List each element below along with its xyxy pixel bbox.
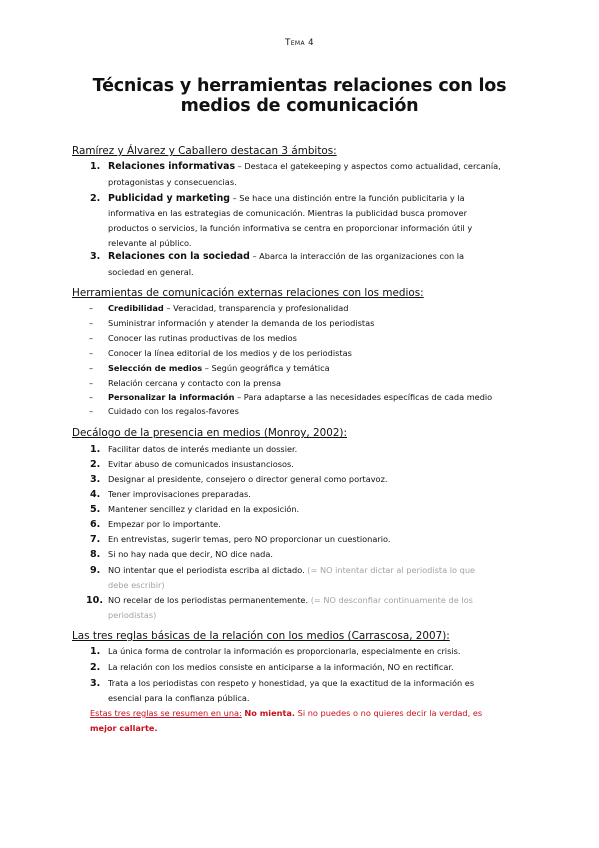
list-number: 2. [90,662,101,673]
summary-line [90,706,482,721]
list-item [108,191,465,206]
item-text: – Destaca el gatekeeping y aspectos como actualidad, cercanía, [237,161,501,171]
list-item: La relación con los medios consiste en anticiparse a la información, NO en rectificar. [108,662,454,672]
list-item: Si no hay nada que decir, NO dice nada. [108,549,273,559]
list-number: 1. [90,646,101,657]
item-term: Relaciones informativas [108,161,236,172]
item-term: Personalizar la información [108,392,235,402]
list-item: Tener improvisaciones preparadas. [108,489,251,499]
list-item: Facilitar datos de interés mediante un dossier. [108,444,298,454]
bullet-dash: – [89,406,94,416]
list-number: 8. [90,549,101,560]
list-number: 9. [90,565,101,576]
item-term: Relaciones con la sociedad [108,251,250,262]
summary-bold: No mienta. [244,708,296,718]
bullet-dash: – [89,318,94,328]
list-number: 4. [90,489,101,500]
item-note-cont: debe escribir) [108,580,165,590]
item-term: Credibilidad [108,303,164,313]
list-item: Conocer las rutinas productivas de los medios [108,333,297,343]
summary-lead: Estas tres reglas se resumen en una: [90,708,242,718]
list-item [108,361,330,376]
list-number: 6. [90,519,101,530]
bullet-dash: – [89,303,94,313]
list-item: En entrevistas, sugerir temas, pero NO proporcionar un cuestionario. [108,534,391,544]
list-number: 3. [90,251,101,262]
item-text: – Veracidad, transparencia y profesionalidad [166,303,349,313]
topic-label: Tema 4 [285,38,314,48]
item-text: – Abarca la interacción de las organizaciones con la [252,251,465,261]
item-note-cont: periodistas) [108,610,157,620]
list-number: 5. [90,504,101,515]
section-heading-herramientas: Herramientas de comunicación externas relaciones con los medios: [72,287,424,299]
item-text: NO recelar de los periodistas permanentemente. [108,595,309,605]
list-item [108,301,348,316]
item-text: NO intentar que el periodista escriba al dictado. [108,565,305,575]
item-term: Selección de medios [108,363,203,373]
list-number: 2. [90,459,101,470]
list-item: Designar al presidente, consejero o director general como portavoz. [108,474,388,484]
list-item [108,563,475,578]
list-number: 3. [90,474,101,485]
item-text: – Se hace una distinción entre la función publicitaria y la [232,193,465,203]
list-number: 1. [90,444,101,455]
title-line-2: medios de comunicación [180,96,419,116]
summary-line-cont: mejor callarte. [90,723,158,733]
bullet-dash: – [89,348,94,358]
item-note: (= NO intentar dictar al periodista lo que [307,565,476,575]
list-number: 7. [90,534,101,545]
list-item [108,249,464,264]
bullet-dash: – [89,363,94,373]
section-heading-decalogo: Decálogo de la presencia en medios (Monroy, 2002): [72,427,347,439]
list-number: 3. [90,678,101,689]
list-number: 10. [86,595,103,606]
item-text-cont: protagonistas y consecuencias. [108,177,237,187]
bullet-dash: – [89,333,94,343]
section-heading-reglas: Las tres reglas básicas de la relación con los medios (Carrascosa, 2007): [72,630,450,642]
item-text-cont: productos o servicios, la función informativa se centra en proporcionar información útil y [108,223,473,233]
item-text-cont: relevante al público. [108,238,192,248]
list-item [108,159,501,174]
list-item: Trata a los periodistas con respeto y honestidad, ya que la exactitud de la información es [108,678,475,688]
list-item: Evitar abuso de comunicados insustanciosos. [108,459,294,469]
document-title [40,76,559,116]
list-item: Suministrar información y atender la demanda de los periodistas [108,318,375,328]
list-item: Conocer la línea editorial de los medios y de los periodistas [108,348,352,358]
list-item [108,593,473,608]
list-number: 1. [90,161,101,172]
list-item: Cuidado con los regalos-favores [108,406,239,416]
item-text: – Para adaptarse a las necesidades específicas de cada medio [237,392,493,402]
list-number: 2. [90,193,101,204]
item-text-cont: informativa en las estrategias de comunicación. Mientras la publicidad busca promover [108,208,467,218]
bullet-dash: – [89,392,94,402]
title-line-1: Técnicas y herramientas relaciones con los [92,76,507,96]
list-item: Empezar por lo importante. [108,519,221,529]
list-item: Relación cercana y contacto con la prensa [108,378,282,388]
item-note: (= NO desconfiar continuamente de los [310,595,473,605]
item-term: Publicidad y marketing [108,193,230,204]
item-text-cont: sociedad en general. [108,267,194,277]
summary-rest: Si no puedes o no quieres decir la verdad, es [297,708,483,718]
list-item: La única forma de controlar la información es proporcionarla, especialmente en crisis. [108,646,461,656]
section-heading-ambitos: Ramírez y Álvarez y Caballero destacan 3 ámbitos: [72,145,337,157]
item-text: – Según geográfica y temática [204,363,330,373]
item-text-cont: esencial para la confianza pública. [108,693,250,703]
list-item: Mantener sencillez y claridad en la exposición. [108,504,300,514]
bullet-dash: – [89,378,94,388]
